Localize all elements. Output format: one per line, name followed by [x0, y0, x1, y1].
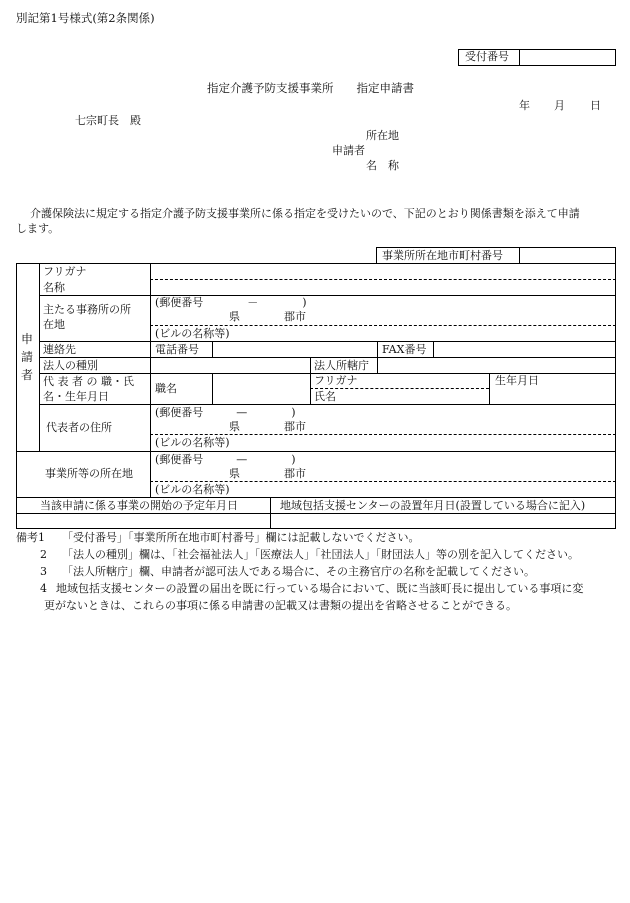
- name-label: 名称: [43, 281, 65, 294]
- main-office-postal: (郵便番号 － ): [155, 296, 307, 309]
- rep-address-city: 郡市: [284, 420, 306, 433]
- note-1: 「受付番号」「事業所所在地市町村番号」欄には記載しないでください。: [62, 531, 420, 544]
- start-date-label: 当該申請に係る事業の開始の予定年月日: [40, 499, 238, 512]
- representative-label-1: 代 表 者 の 職・氏: [43, 375, 134, 388]
- fax-field[interactable]: [435, 343, 613, 356]
- note-4-number: 4: [40, 582, 47, 595]
- position-label: 職名: [155, 382, 177, 395]
- note-3-number: 3: [40, 565, 47, 578]
- position-field[interactable]: [214, 375, 308, 402]
- office-pref: 県: [229, 467, 240, 480]
- intro-line-1: 介護保険法に規定する指定介護予防支援事業所に係る指定を受けたいので、下記のとおり関係書類を添えて申請: [30, 207, 580, 220]
- office-city: 郡市: [284, 467, 306, 480]
- note-4-line-1: 地域包括支援センターの設置の届出を既に行っている場合において、既に当該町長に提出している事項に変: [56, 582, 584, 595]
- office-postal: (郵便番号 — ): [155, 453, 296, 466]
- note-3: 「法人所轄庁」欄、申請者が認可法人である場合に、その主務官庁の名称を記載してください。: [62, 565, 535, 578]
- date-day: 日: [590, 99, 601, 112]
- note-1-prefix: 備考1: [16, 531, 45, 544]
- municipality-code-label: 事業所所在地市町村番号: [382, 249, 503, 262]
- intro-line-2: します。: [16, 222, 60, 235]
- main-office-city: 郡市: [284, 310, 306, 323]
- main-office-pref: 県: [229, 310, 240, 323]
- phone-field[interactable]: [214, 343, 374, 356]
- birthdate-field[interactable]: [491, 388, 613, 402]
- main-office-label-2: 在地: [43, 318, 65, 331]
- municipality-code-field[interactable]: [521, 249, 613, 263]
- addressee: 七宗町長 殿: [75, 114, 141, 127]
- start-date-field[interactable]: [18, 515, 268, 528]
- birthdate-label: 生年月日: [495, 374, 539, 387]
- note-4-line-2: 更がないときは、これらの事項に係る申請書の記載又は書類の提出を省略させることができる。: [44, 599, 517, 612]
- date-year: 年: [519, 99, 530, 112]
- main-office-label-1: 主たる事務所の所: [43, 303, 131, 316]
- main-office-building: (ビルの名称等): [155, 327, 230, 340]
- center-date-field[interactable]: [272, 515, 613, 528]
- form-label: 別記第1号様式(第2条関係): [16, 11, 155, 25]
- note-2: 「法人の種別」欄は、「社会福祉法人」「医療法人」「社団法人」「財団法人」等の別を記入してください。: [62, 548, 579, 561]
- applicant-address-label: 所在地: [366, 129, 399, 142]
- office-building: (ビルの名称等): [155, 483, 230, 496]
- applicant-name-label: 名 称: [366, 159, 399, 172]
- receipt-number-label: 受付番号: [465, 50, 509, 63]
- date-month: 月: [554, 99, 565, 112]
- office-location-label: 事業所等の所在地: [45, 467, 133, 480]
- fax-label: FAX番号: [382, 343, 427, 356]
- rep-name-label: 氏名: [314, 390, 336, 403]
- rep-address-postal: (郵便番号 — ): [155, 406, 296, 419]
- document-title: 指定介護予防支援事業所 指定申請書: [207, 81, 414, 95]
- representative-label-2: 名・生年月日: [43, 390, 109, 403]
- rep-address-label: 代表者の住所: [46, 421, 112, 434]
- corp-type-label: 法人の種別: [43, 359, 98, 372]
- contact-label: 連絡先: [43, 343, 76, 356]
- name-field[interactable]: [152, 281, 612, 294]
- corp-type-field[interactable]: [152, 359, 307, 372]
- rep-address-pref: 県: [229, 420, 240, 433]
- furigana-label: フリガナ: [43, 265, 87, 278]
- phone-label: 電話番号: [155, 343, 199, 356]
- corp-authority-field[interactable]: [379, 359, 613, 372]
- center-date-label: 地域包括支援センターの設置年月日(設置している場合に記入): [280, 499, 586, 512]
- furigana-field[interactable]: [152, 265, 612, 278]
- applicant-label: 申請者: [332, 144, 365, 157]
- applicant-vertical-label: 申請者: [20, 332, 33, 382]
- rep-furigana-label: フリガナ: [314, 374, 358, 387]
- rep-address-building: (ビルの名称等): [155, 436, 230, 449]
- receipt-number-field[interactable]: [521, 50, 613, 64]
- corp-authority-label: 法人所轄庁: [314, 359, 369, 372]
- note-2-number: 2: [40, 548, 47, 561]
